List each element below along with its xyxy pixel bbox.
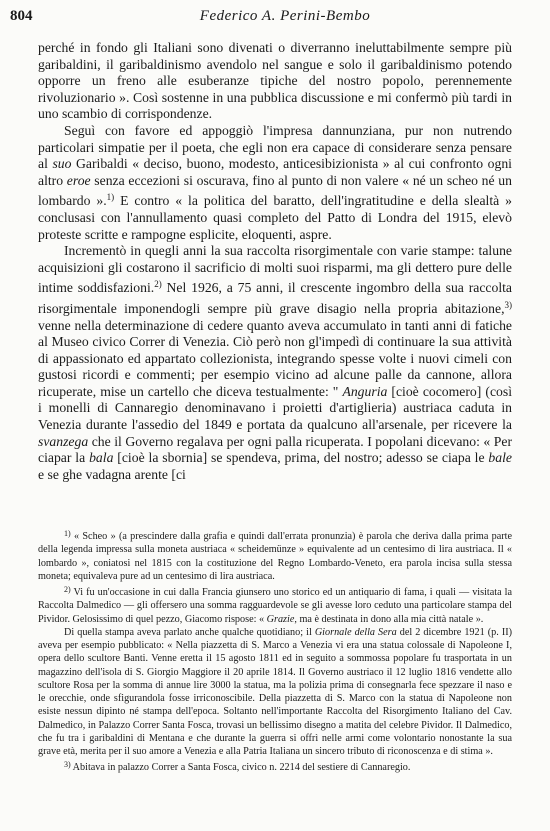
footnote-2-text-d: del 2 dicembre 1921 (p. II) aveva per esempio pubblicato: « Nella piazzetta di S. Marco a Venezia vi era una statua colossale di Napoleone I, opera dello scultore Banti. Venne eretta il 15 agosto 1811 ed in seguito a sommossa popolare fu trasportata in un magazzino dell'isola di S. Giorgio Maggiore il 20 aprile 1814. Il Governo austriaco il 12 luglio 1816 vendette allo scultore Rosa per la somma di annue lire 3000 la statua, ma la polizia prima di consegnarla fece spezzare il naso e le orecchie, onde sfigurandola fosse irriconoscibile. Della piazzetta di S. Marco con la statua di Napoleone non esiste nessun dipinto né stampa dell'epoca. Soltanto nell'importante Raccolta del Risorgimento Italiano del Cav. Dalmedico, in Palazzo Correr Santa Fosca, trovasi un bellissimo disegno a matita del celebre Pividor. Il Dalmedico, che fu tra i garibaldini di Mentana e che durante la guerra si offrì nelle armi come volontario nonostante la sua grave età, merita per il suo amore a Venezia e alla Patria Italiana un sincero tributo di riconoscenza e di stima ». bbox=[38, 626, 513, 757]
page-header bbox=[10, 8, 520, 28]
footnote-2-text-c: Di quella stampa aveva parlato anche qualche quotidiano; il bbox=[64, 626, 315, 638]
footnote-2-text-a: Vi fu un'occasione in cui dalla Francia giunsero uno storico ed un antiquario di fama, i quali — visitata la Raccolta Dalmedico — gli offersero una somma ragguardevole se gli avesse loro ceduto una particolare stampa del Pividor. Gelosissimo di quel pezzo, Giacomo rispose: « bbox=[38, 587, 512, 625]
italic-word-svanzega: svanzega bbox=[38, 433, 89, 449]
paragraph-2-text-a: Seguì con favore ed appoggiò l'impresa dannunziana, pur non nutrendo particolari simpatie per il poeta, che egli non era capace di considerare senza pensare al bbox=[38, 122, 512, 172]
paragraph-3-text-d: [cioè cocomero] (così i monelli di Cannaregio denominavano i proietti d'artiglieria) austriaca caduta in Venezia durante l'assedio del 1849 e portata da qualcuno all'arsenale, per ricevere la bbox=[38, 383, 513, 433]
main-text bbox=[38, 40, 512, 483]
paragraph-3 bbox=[38, 243, 512, 483]
paragraph-2-text-b: Garibaldi « deciso, buono, modesto, anticesibizionista » al cui confronto ogni altro bbox=[38, 156, 512, 188]
paragraph-3-text-f: [cioè la sbornia] se spendeva, prima, del nostro; adesso se ciapa le bbox=[113, 450, 489, 466]
footnote-1 bbox=[38, 527, 512, 583]
footnotes bbox=[38, 527, 512, 775]
paragraph-3-text-c: venne nella determinazione di cedere quanto aveva accumulato in tanti anni di fatiche al Museo civico Correr di Venezia. Ciò però non gl'impedì di continuare la sua attività di appassionato ed appartato collezionista, integrando spesse volte i nuovi cimeli con gustosi ricordi e commenti; per esempio vicino ad alcune palle da cannone, allora ricuperate, mise un cartello che diceva testualmente: " bbox=[38, 317, 512, 399]
paragraph-2 bbox=[38, 123, 512, 243]
paragraph-3-text-a: Incrementò in quegli anni la sua raccolta risorgimentale con varie stampe: talune acquisizioni gli costarono il sacrificio di molti suoi risparmi, ma gli dettero pure delle intime soddisfazioni. bbox=[38, 243, 512, 296]
footnote-2 bbox=[38, 583, 512, 626]
paragraph-2-text-d: E contro « la politica del baratto, dell'ingratitudine e della slealtà » conclusasi con l'annullamento quasi completo del Patto di Londra del 1915, elevò proteste scritte e rampogne esplicite, eloquenti, aspre. bbox=[38, 193, 512, 242]
footnote-3-mark: 3) bbox=[64, 760, 71, 770]
italic-word-suo: suo bbox=[52, 156, 72, 172]
italic-word-anguria: Anguria bbox=[342, 383, 388, 399]
italic-word-bala: bala bbox=[89, 450, 114, 466]
paragraph-3-text-g: e se ghe vadagna arente [ci bbox=[38, 466, 186, 482]
italic-word-eroe: eroe bbox=[66, 172, 91, 188]
italic-word-grazie: Grazie bbox=[266, 613, 295, 625]
footnote-2-continued bbox=[38, 626, 512, 759]
footnote-ref-2: 2) bbox=[154, 279, 162, 290]
paragraph-2-text-c: senza eccezioni si oscurava, fino al punto di non valere « né un scheo né un lombardo ». bbox=[38, 172, 512, 209]
footnote-2-mark: 2) bbox=[64, 585, 71, 594]
italic-newspaper-title: Giornale della Sera bbox=[314, 626, 397, 638]
footnote-ref-1: 1) bbox=[106, 192, 115, 203]
paragraph-1-text: perché in fondo gli Italiani sono divenati o diverranno ineluttabilmente sempre più garibaldini, il garibaldinismo avendolo nel sangue e solo il garibaldinismo potendo opporre un freno alle esuberanze tipiche del nostro popolo, perennemente rivoluzionario ». Così sostenne in una pubblica discussione e mi confermò più tardi in uno scambio di corrispondenze. bbox=[38, 40, 512, 122]
footnote-3-text: Abitava in palazzo Correr a Santa Fosca, civico n. 2214 del sestiere di Cannaregio. bbox=[72, 762, 411, 774]
paragraph-3-text-b: Nel 1926, a 75 anni, il crescente ingombro della sua raccolta risorgimentale imponendogli sempre più grave disagio nella propria abitazione, bbox=[38, 280, 513, 316]
italic-word-bale: bale bbox=[488, 450, 512, 466]
footnote-1-text: « Scheo » (a prescindere dalla grafia e quindi dall'errata pronunzia) è parola che deriva dalla prima parte della legenda impressa sulla moneta austriaca « scheidemünze » equivalente ad un centesimo di lira austriaca. Il « lombardo », coniatosi nel 1815 con la costituzione del Regno Lombardo-Veneto, era parola incisa sulla stessa moneta; equivaleva pure ad un centesimo di lira austriaca. bbox=[38, 531, 513, 582]
footnote-1-mark: 1) bbox=[64, 529, 71, 538]
footnote-3 bbox=[38, 758, 512, 774]
footnote-ref-3: 3) bbox=[504, 299, 512, 310]
running-head: Federico A. Perini-Bembo bbox=[199, 8, 371, 24]
footnote-2-text-b: , ma è destinata in dono alla mia città natale ». bbox=[294, 613, 484, 625]
page-number: 804 bbox=[10, 8, 33, 24]
paragraph-1 bbox=[38, 40, 512, 123]
paragraph-3-text-e: che il Governo regalava per ogni palla ricuperata. I popolani dicevano: « Per ciapar la bbox=[38, 433, 512, 466]
